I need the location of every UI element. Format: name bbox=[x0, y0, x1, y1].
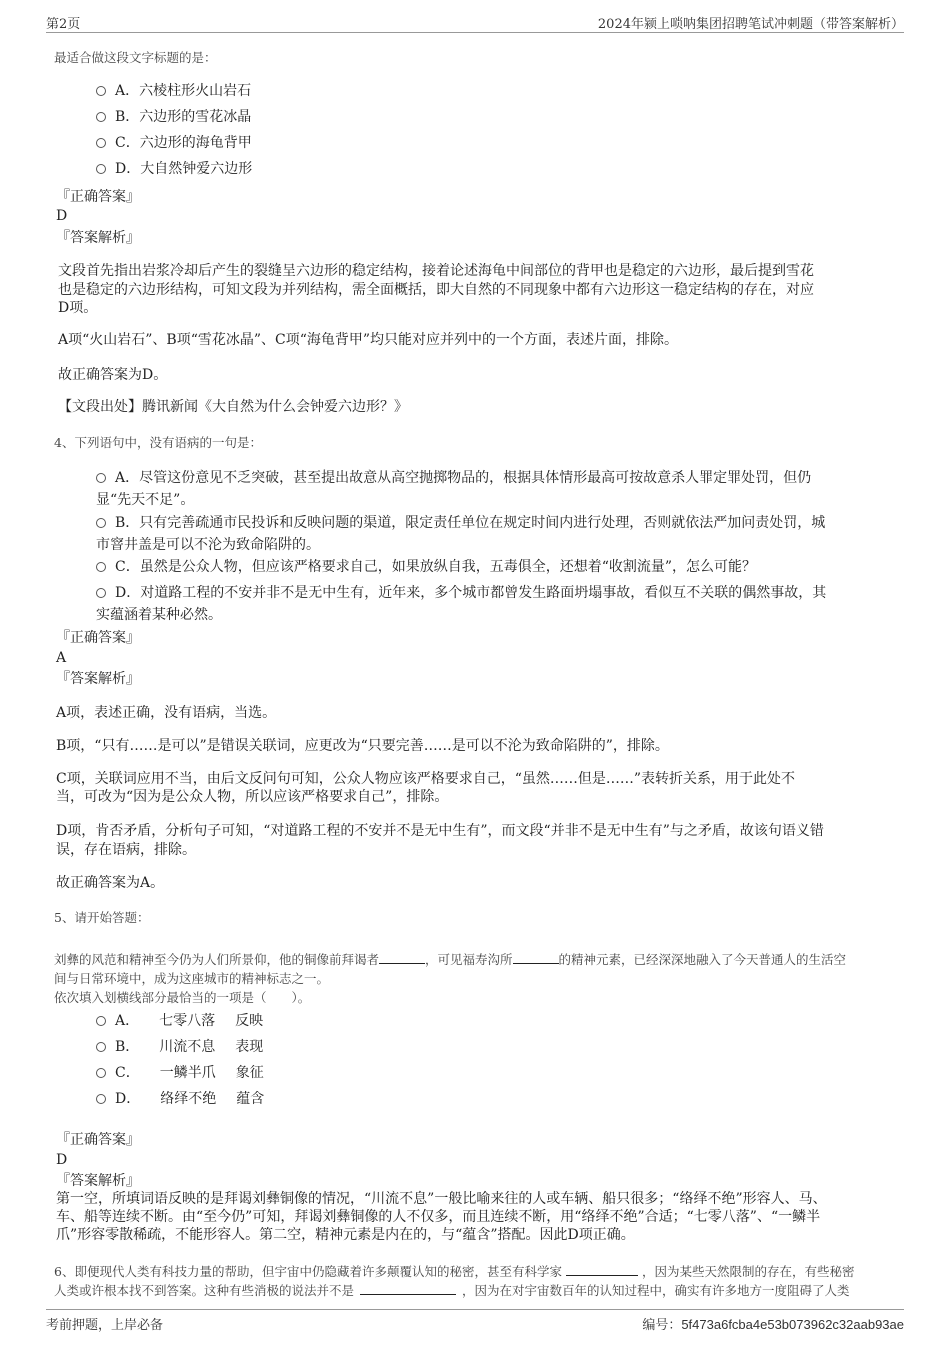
q4-analysis-line: B项，“只有……是可以”是错误关联词，应更改为“只要完善……是可以不沦为致命陷阱的”，排除。 bbox=[56, 738, 669, 754]
q4-answer-label: 『正确答案』 bbox=[56, 630, 140, 646]
q5-analysis-line: 第一空，所填词语反映的是拜谒刘彝铜像的情况，“川流不息”一般比喻来往的人或车辆、船只很多；“络绎不绝”形容人、马、 bbox=[56, 1191, 827, 1207]
q5-answer: D bbox=[56, 1152, 68, 1168]
option-text: D．大自然钟爱六边形 bbox=[115, 161, 253, 177]
q4-analysis-line: A项，表述正确，没有语病，当选。 bbox=[56, 705, 277, 721]
fill-blank bbox=[360, 1282, 456, 1295]
q4-option-b[interactable] bbox=[96, 512, 896, 556]
option-text: B．六边形的雪花冰晶 bbox=[115, 109, 252, 125]
q3-option-c[interactable] bbox=[96, 132, 252, 154]
option-word-1: 络绎不绝 bbox=[160, 1091, 217, 1107]
q6-text: ，因为在对宇宙数百年的认知过程中，确实有许多地方一度阻碍了人类 bbox=[462, 1283, 850, 1298]
header-rule bbox=[46, 32, 904, 33]
option-text-cont: 实蕴涵着某种必然。 bbox=[96, 607, 222, 623]
option-word-2: 反映 bbox=[235, 1013, 264, 1029]
q5-analysis-label: 『答案解析』 bbox=[56, 1173, 140, 1189]
q5-analysis-line: 车、船等连续不断。由“至今仍”可知，拜谒刘彝铜像的人不仅多，而且连续不断，用“络绎不绝”合适；“七零八落”、“一鳞半 bbox=[56, 1209, 821, 1225]
q4-answer: A bbox=[56, 650, 67, 666]
q3-analysis-line: 文段首先指出岩浆冷却后产生的裂缝呈六边形的稳定结构，接着论述海龟中间部位的背甲也是稳定的六边形，最后提到雪花 bbox=[58, 263, 814, 279]
option-text: D．对道路工程的不安并非不是无中生有，近年来，多个城市都曾发生路面坍塌事故，看似互不关联的偶然事故，其 bbox=[115, 585, 827, 601]
radio-icon[interactable] bbox=[96, 86, 106, 96]
q4-analysis-label: 『答案解析』 bbox=[56, 671, 140, 687]
q5-option-d[interactable] bbox=[96, 1088, 264, 1110]
radio-icon[interactable] bbox=[96, 1094, 106, 1104]
radio-icon[interactable] bbox=[96, 518, 106, 528]
q5-stem-line bbox=[54, 950, 846, 969]
q4-option-d[interactable] bbox=[96, 582, 896, 626]
q3-answer-label: 『正确答案』 bbox=[56, 189, 140, 205]
radio-icon[interactable] bbox=[96, 588, 106, 598]
radio-icon[interactable] bbox=[96, 138, 106, 148]
q5-stem-line: 间与日常环境中，成为这座城市的精神标志之一。 bbox=[54, 971, 330, 986]
option-text: A．六棱柱形火山岩石 bbox=[115, 83, 252, 99]
q5-answer-label: 『正确答案』 bbox=[56, 1132, 140, 1148]
fill-blank bbox=[513, 951, 559, 964]
option-text: B．只有完善疏通市民投诉和反映问题的渠道，限定责任单位在规定时间内进行处理，否则就依法严加问责处罚，城 bbox=[115, 515, 826, 531]
q4-analysis-line: 故正确答案为A。 bbox=[56, 875, 165, 891]
q5-option-a[interactable] bbox=[96, 1010, 263, 1032]
radio-icon[interactable] bbox=[96, 112, 106, 122]
q3-option-b[interactable] bbox=[96, 106, 251, 128]
option-word-1: 七零八落 bbox=[159, 1013, 216, 1029]
q3-analysis-line: A项“火山岩石”、B项“雪花冰晶”、C项“海龟背甲”均只能对应并列中的一个方面，表述片面，排除。 bbox=[58, 332, 679, 348]
option-letter: B． bbox=[115, 1039, 140, 1055]
q6-text: ，因为某些天然限制的存在，有些秘密 bbox=[641, 1264, 855, 1279]
q5-prompt: 5、请开始答题： bbox=[54, 910, 150, 925]
q3-prompt: 最适合做这段文字标题的是： bbox=[54, 50, 217, 65]
q3-option-d[interactable] bbox=[96, 158, 252, 180]
radio-icon[interactable] bbox=[96, 164, 106, 174]
option-text-cont: 显“先天不足”。 bbox=[96, 492, 195, 508]
fill-blank bbox=[379, 951, 425, 964]
option-letter: A． bbox=[115, 1013, 140, 1029]
q3-source: 【文段出处】腾讯新闻《大自然为什么会钟爱六边形？》 bbox=[58, 399, 408, 415]
q6-text: 6、即便现代人类有科技力量的帮助，但宇宙中仍隐藏着许多颠覆认知的秘密，甚至有科学家 bbox=[54, 1264, 562, 1279]
option-word-2: 表现 bbox=[235, 1039, 264, 1055]
option-word-2: 蕴含 bbox=[236, 1091, 265, 1107]
document-title: 2024年颍上唢呐集团招聘笔试冲刺题（带答案解析） bbox=[597, 17, 904, 32]
fill-blank bbox=[566, 1263, 638, 1276]
q5-analysis-line: 爪”形容零散稀疏，不能形容人。第二空，精神元素是内在的，与“蕴含”搭配。因此D项正确。 bbox=[56, 1227, 635, 1243]
q4-option-c[interactable] bbox=[96, 556, 896, 578]
q6-line bbox=[54, 1281, 850, 1300]
q3-analysis-line: D项。 bbox=[58, 300, 98, 316]
radio-icon[interactable] bbox=[96, 1016, 106, 1026]
radio-icon[interactable] bbox=[96, 473, 106, 483]
q4-option-a[interactable] bbox=[96, 467, 896, 511]
q3-analysis-line: 也是稳定的六边形结构，可知文段为并列结构，需全面概括，即大自然的不同现象中都有六边形这一稳定结构的存在，对应 bbox=[58, 282, 814, 298]
q4-prompt: 4、下列语句中，没有语病的一句是： bbox=[54, 435, 262, 450]
q3-answer: D bbox=[56, 208, 68, 224]
option-word-1: 川流不息 bbox=[159, 1039, 216, 1055]
footer-rule bbox=[46, 1309, 904, 1310]
option-word-2: 象征 bbox=[235, 1065, 264, 1081]
stem-text: 刘彝的风范和精神至今仍为人们所景仰，他的铜像前拜谒者 bbox=[54, 952, 380, 967]
radio-icon[interactable] bbox=[96, 1042, 106, 1052]
radio-icon[interactable] bbox=[96, 1068, 106, 1078]
page-number: 第2页 bbox=[46, 17, 81, 32]
q6-text: 人类或许根本找不到答案。这种有些消极的说法并不是 bbox=[54, 1283, 355, 1298]
q5-option-c[interactable] bbox=[96, 1062, 264, 1084]
option-text-cont: 市窨井盖是可以不沦为致命陷阱的。 bbox=[96, 537, 320, 553]
q3-option-a[interactable] bbox=[96, 80, 251, 102]
footer-serial: 编号：5f473a6fcba4e53b073962c32aab93ae bbox=[642, 1317, 904, 1332]
q3-analysis-label: 『答案解析』 bbox=[56, 230, 140, 246]
q6-line bbox=[54, 1262, 854, 1281]
q5-stem-question: 依次填入划横线部分最恰当的一项是（ ）。 bbox=[54, 990, 311, 1005]
q4-analysis-line: C项，关联词应用不当，由后文反问句可知，公众人物应该严格要求自己，“虽然……但是……”表转折关系，用于此处不 bbox=[56, 771, 796, 787]
q3-analysis-line: 故正确答案为D。 bbox=[58, 367, 168, 383]
stem-text: ，可见福寿沟所 bbox=[425, 952, 513, 967]
q4-analysis-line: 当，可改为“因为是公众人物，所以应该严格要求自己”，排除。 bbox=[56, 789, 449, 805]
q4-analysis-line: 误，存在语病，排除。 bbox=[56, 842, 196, 858]
q5-option-b[interactable] bbox=[96, 1036, 263, 1058]
option-text: C．虽然是公众人物，但应该严格要求自己，如果放纵自我，五毒俱全，还想着“收割流量”，怎么可能？ bbox=[115, 559, 757, 575]
option-text: A．尽管这份意见不乏突破，甚至提出故意从高空抛掷物品的，根据具体情形最高可按故意杀人罪定罪处罚，但仍 bbox=[115, 470, 812, 486]
footer-slogan: 考前押题，上岸必备 bbox=[46, 1318, 164, 1333]
option-letter: D． bbox=[115, 1091, 141, 1107]
option-letter: C． bbox=[115, 1065, 140, 1081]
radio-icon[interactable] bbox=[96, 562, 106, 572]
option-word-1: 一鳞半爪 bbox=[159, 1065, 216, 1081]
q4-analysis-line: D项，肯否矛盾，分析句子可知，“对道路工程的不安并不是无中生有”，而文段“并非不是无中生有”与之矛盾，故该句语义错 bbox=[56, 823, 824, 839]
stem-text: 的精神元素，已经深深地融入了今天普通人的生活空 bbox=[558, 952, 847, 967]
option-text: C．六边形的海龟背甲 bbox=[115, 135, 252, 151]
